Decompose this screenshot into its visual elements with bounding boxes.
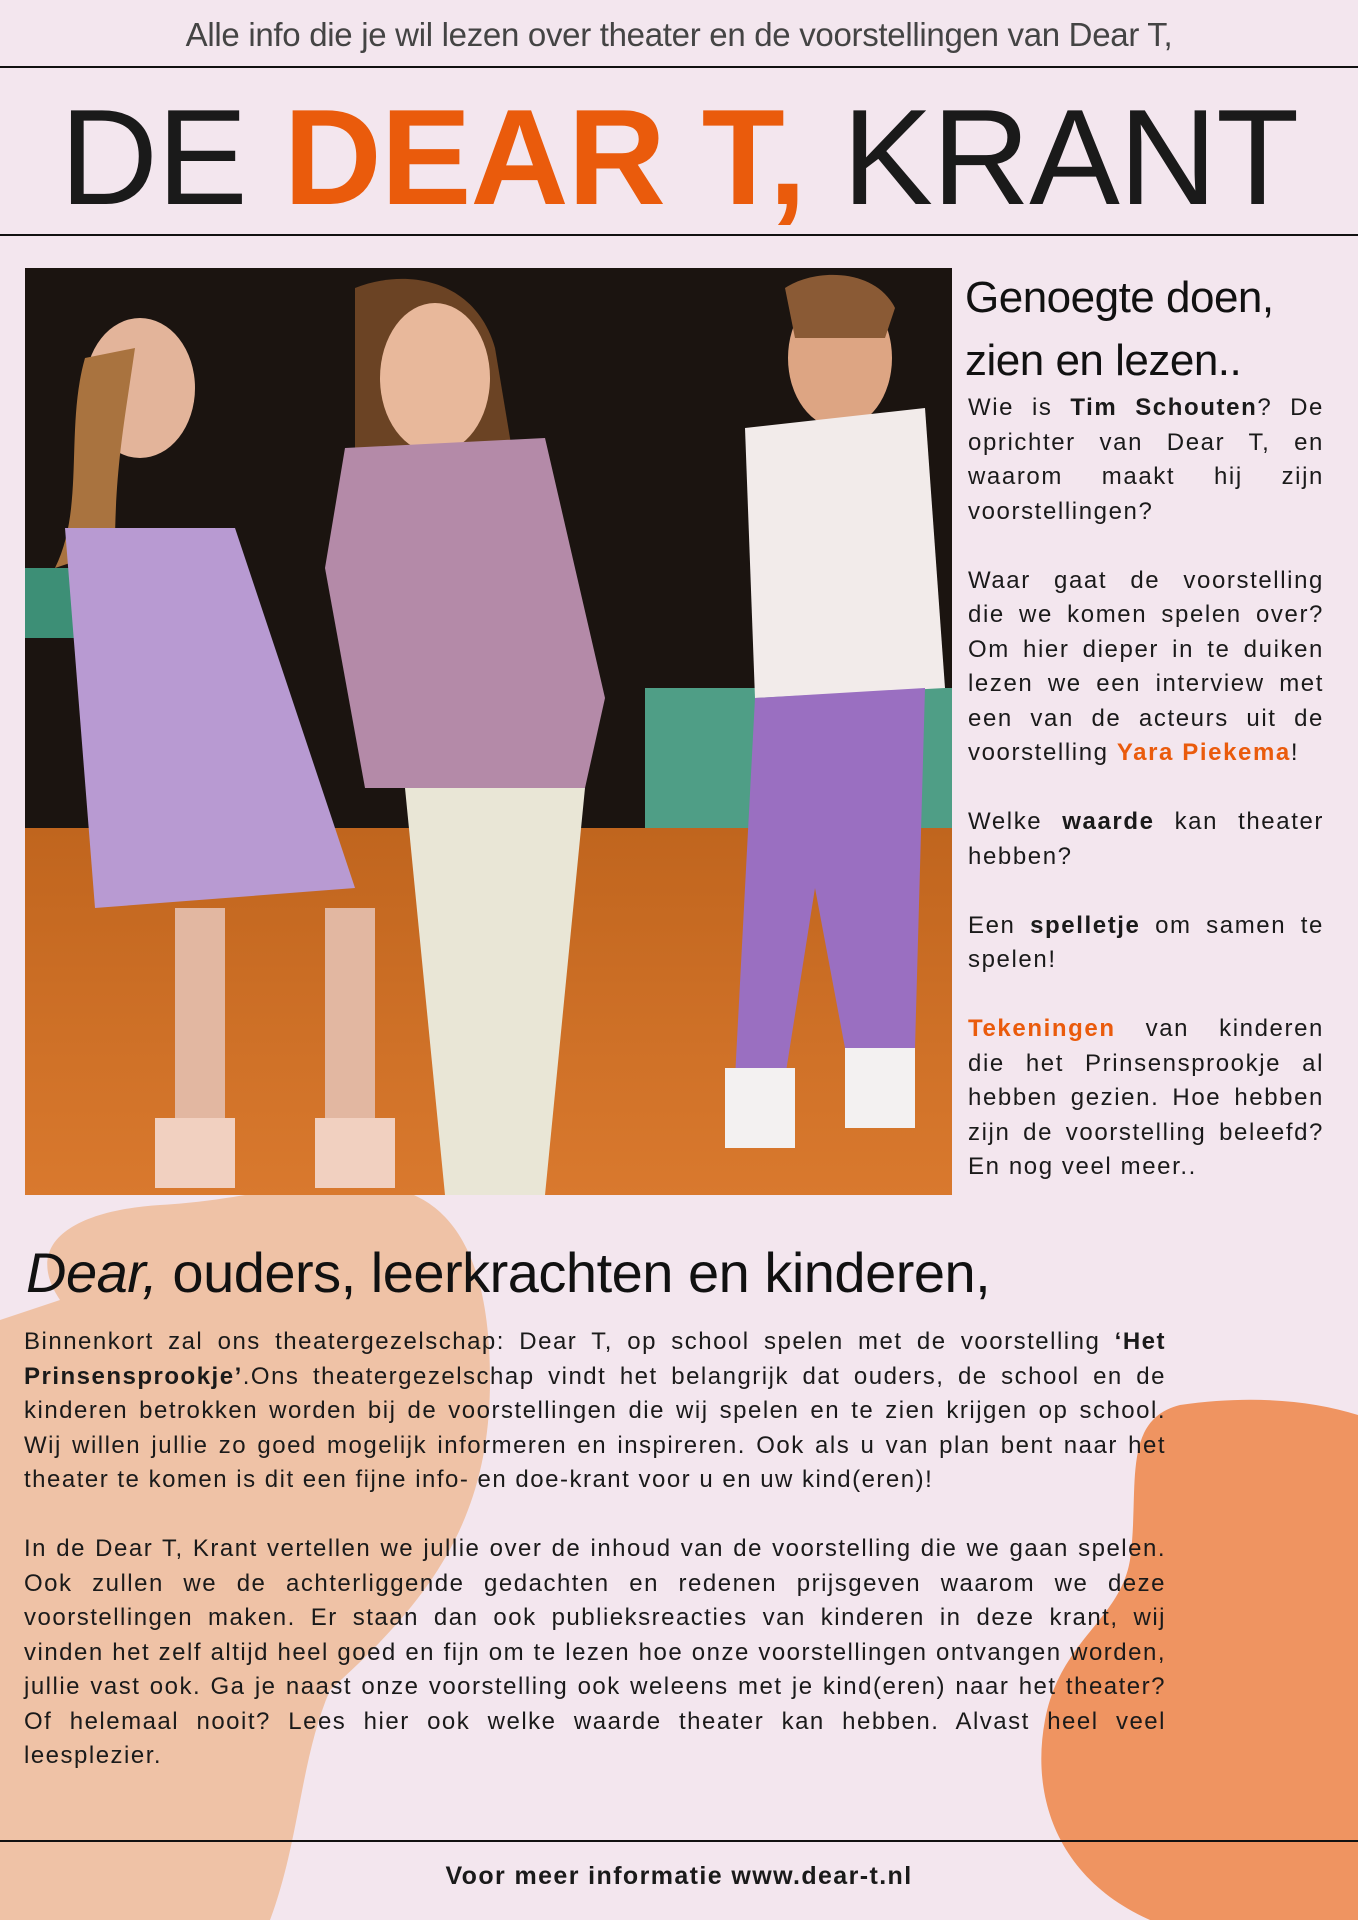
footer-link[interactable]: Voor meer informatie www.dear-t.nl [445, 1862, 913, 1890]
sidebar-item-tekeningen: Tekeningen van kinderen die het Prinsensprookje al hebben gezien. Hoe hebben zijn de voorstelling beleefd? En nog veel meer.. [968, 1015, 1324, 1180]
sidebar-column [968, 391, 1324, 1219]
sidebar-title-line2: zien en lezen.. [965, 336, 1242, 385]
footer-rule [0, 1840, 1358, 1842]
letter-paragraph-2: In de Dear T, Krant vertellen we jullie over de inhoud van de voorstelling die we gaan spelen. Ook zullen we de achterliggende gedachten en redenen prijsgeven waarom we deze voorstellingen maken. Er staan dan ook publieksreacties van kinderen in deze krant, wij vinden het zelf altijd heel goed en fijn om te lezen hoe onze voorstellingen ontvangen worden, jullie vast ook. Ga je naast onze voorstelling ook weleens met je kind(eren) naar het theater? Of helemaal nooit? Lees hier ook welke waarde theater kan hebben. Alvast heel veel leesplezier. [24, 1535, 1166, 1769]
top-rule [0, 66, 1358, 68]
letter-body [24, 1325, 1166, 1808]
letter-greeting [26, 1238, 1226, 1308]
sidebar-title-line1: Genoegte doen, [965, 273, 1274, 322]
greeting-dear: Dear, [26, 1241, 158, 1304]
theater-photo [25, 268, 952, 1195]
masthead-pre: DE [59, 81, 284, 233]
letter-paragraph-1: Binnenkort zal ons theatergezelschap: Dear T, op school spelen met de voorstelling ‘Het Prinsensprookje’.Ons theatergezelschap vindt het belangrijk dat ouders, de school en de kinderen betrokken worden bij de voorstellingen die wij spelen en te zien krijgen op school. Wij willen jullie zo goed mogelijk informeren en inspireren. Ook als u van plan bent naar het theater te komen is dit een fijne info- en doe-krant voor u en uw kind(eren)! [24, 1328, 1166, 1493]
tagline: Alle info die je wil lezen over theater en de voorstellingen van Dear T, [185, 16, 1173, 53]
sidebar-item-spelletje: Een spelletje om samen te spelen! [968, 911, 1324, 973]
masthead-rule [0, 234, 1358, 236]
sidebar-item-interview: Waar gaat de voorstelling die we komen spelen over? Om hier dieper in te duiken lezen we een interview met een van de acteurs uit de voorstelling Yara Piekema! [968, 566, 1324, 766]
sidebar-item-tim: Wie is Tim Schouten? De oprichter van Dear T, en waarom maakt hij zijn voorstellingen? [968, 394, 1324, 525]
masthead [0, 82, 1358, 232]
sidebar-item-waarde: Welke waarde kan theater hebben? [968, 808, 1325, 870]
masthead-accent: DEAR T, [283, 81, 806, 233]
tim-schouten-name: Tim Schouten [1070, 394, 1258, 421]
greeting-rest: ouders, leerkrachten en kinderen, [157, 1241, 991, 1304]
show-title: ‘Het Prinsensprookje’ [24, 1328, 1166, 1390]
sidebar-title [965, 266, 1345, 392]
theater-photo-icon [25, 268, 952, 1195]
masthead-post: KRANT [805, 81, 1299, 233]
yara-piekema-name: Yara Piekema [1116, 739, 1291, 766]
